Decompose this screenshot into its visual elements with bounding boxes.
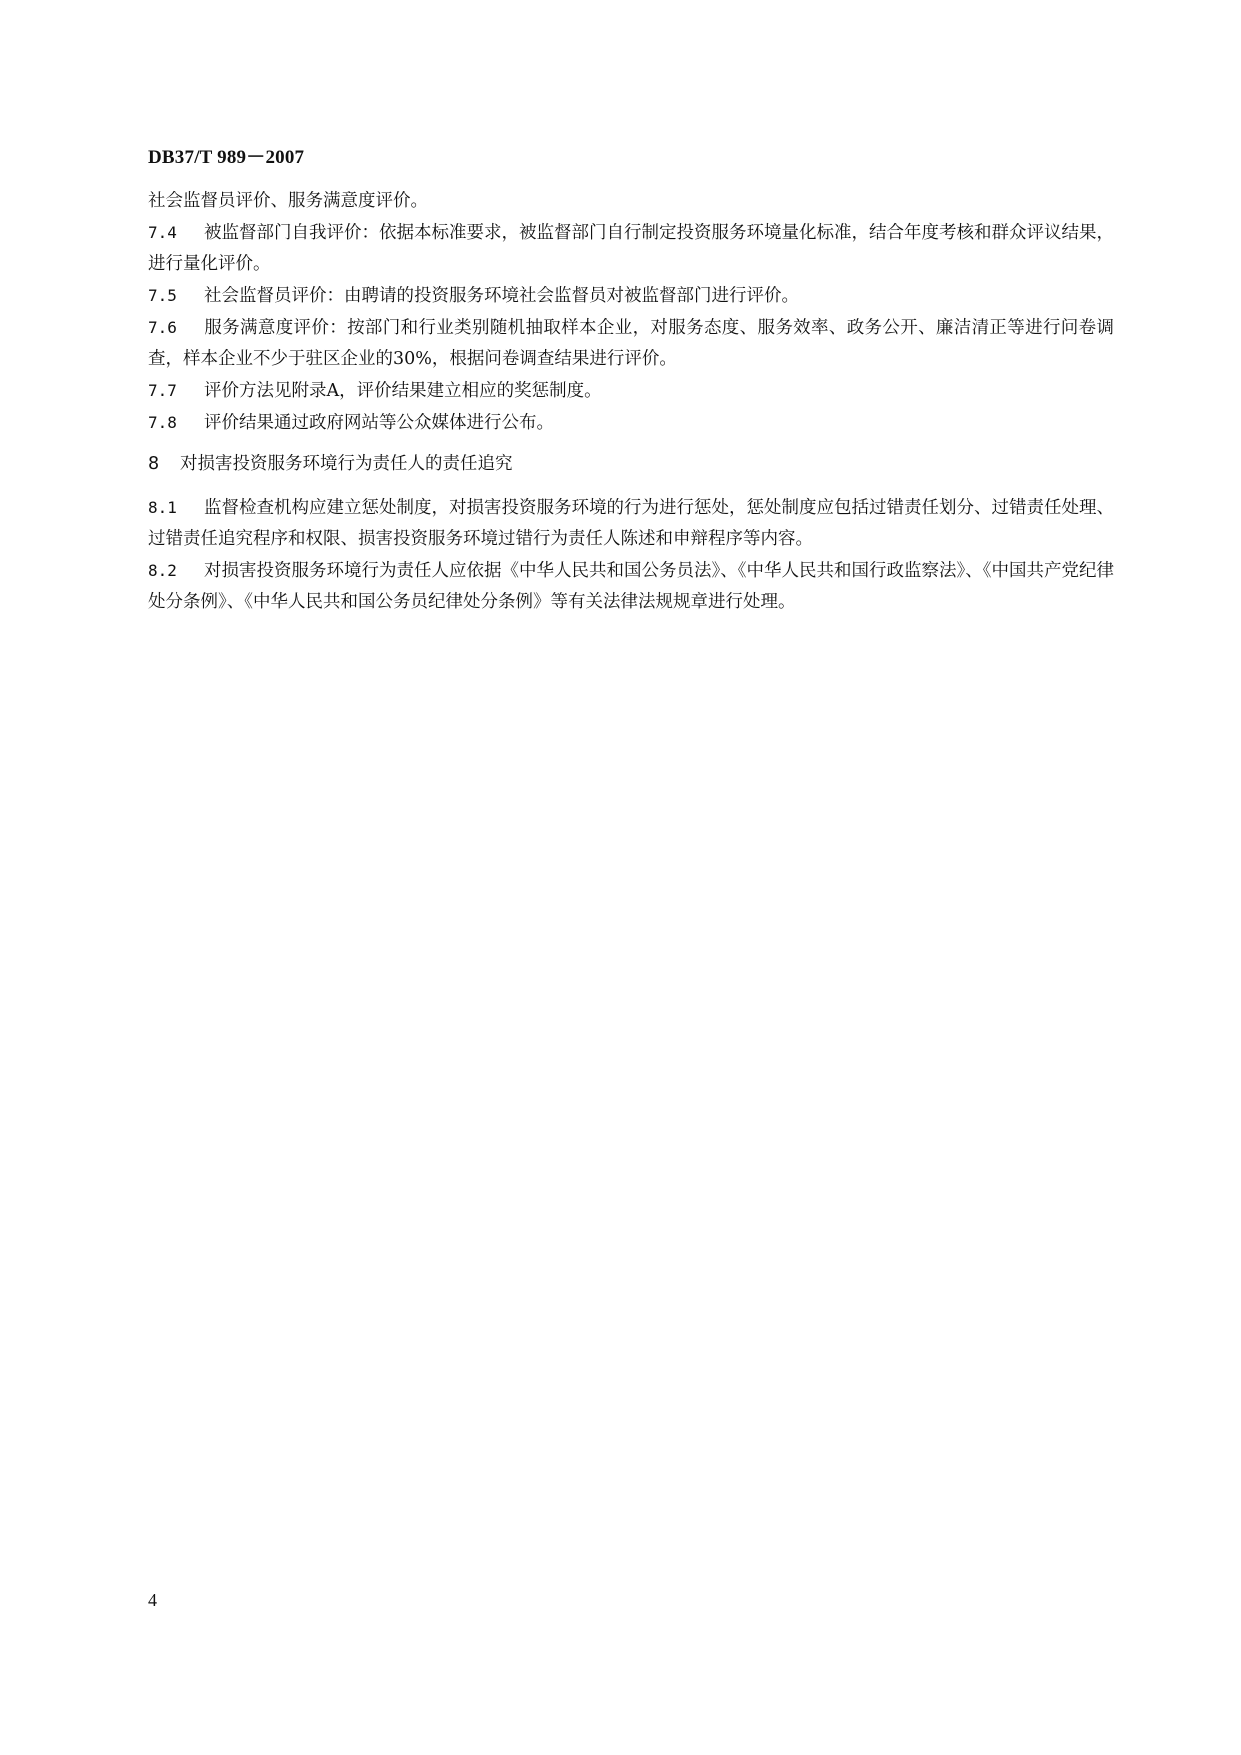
clause-text: 监督检查机构应建立惩处制度，对损害投资服务环境的行为进行惩处，惩处制度应包括过错责任划分、过错责任处理、过错责任追究程序和权限、损害投资服务环境过错行为责任人陈述和申辩程序等内容。: [148, 498, 1114, 549]
clause-text: 社会监督员评价：由聘请的投资服务环境社会监督员对被监督部门进行评价。: [204, 286, 799, 306]
clause-number: 7.4: [148, 223, 177, 242]
continued-paragraph: 社会监督员评价、服务满意度评价。: [148, 191, 428, 211]
clause-7-6: [148, 312, 1114, 375]
document-code-header: DB37/T 989－2007: [148, 147, 305, 168]
section-title: 对损害投资服务环境行为责任人的责任追究: [180, 454, 513, 474]
clause-7-5: [148, 280, 1114, 312]
clause-8-1: [148, 492, 1114, 555]
clause-7-4: [148, 217, 1114, 280]
clause-text: 被监督部门自我评价：依据本标准要求，被监督部门自行制定投资服务环境量化标准，结合年度考核和群众评议结果，进行量化评价。: [148, 223, 1114, 274]
clause-number: 7.6: [148, 318, 177, 337]
clause-number: 8.2: [148, 561, 177, 580]
clause-text: 服务满意度评价：按部门和行业类别随机抽取样本企业，对服务态度、服务效率、政务公开、廉洁清正等进行问卷调查，样本企业不少于驻区企业的30%，根据问卷调查结果进行评价。: [148, 318, 1114, 369]
document-body: [148, 186, 1114, 618]
section-8-heading: [148, 449, 1114, 480]
clause-text: 对损害投资服务环境行为责任人应依据《中华人民共和国公务员法》、《中华人民共和国行政监察法》、《中国共产党纪律处分条例》、《中华人民共和国公务员纪律处分条例》等有关法律法规规章进行处理。: [148, 561, 1114, 612]
clause-7-7: [148, 375, 1114, 407]
clause-number: 7.7: [148, 381, 177, 400]
clause-8-2: [148, 555, 1114, 618]
clause-text: 评价结果通过政府网站等公众媒体进行公布。: [204, 413, 554, 433]
clause-number: 8.1: [148, 498, 177, 517]
page-number: 4: [148, 1590, 157, 1610]
section-number: 8: [148, 454, 160, 474]
clause-text: 评价方法见附录A，评价结果建立相应的奖惩制度。: [204, 381, 602, 401]
clause-number: 7.8: [148, 413, 177, 432]
clause-number: 7.5: [148, 286, 177, 305]
clause-7-8: [148, 407, 1114, 439]
